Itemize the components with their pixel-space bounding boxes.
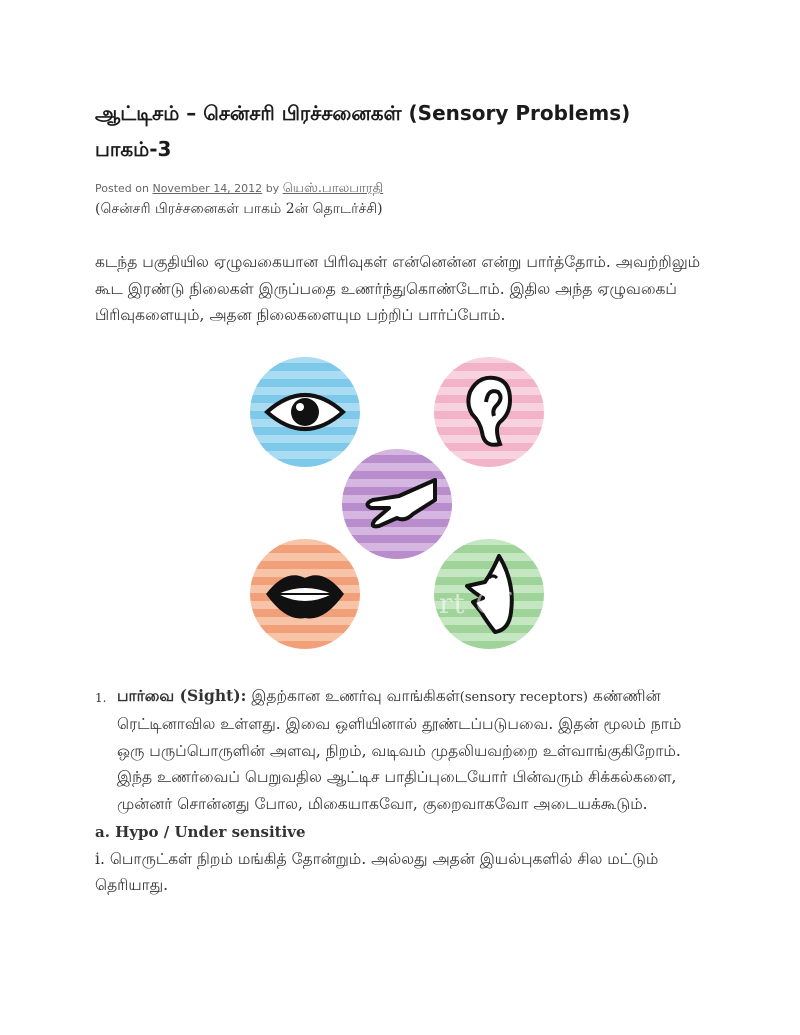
hand-circle [342, 449, 452, 559]
watermark: Clipart Of [360, 586, 511, 620]
continuation-note: (சென்சரி பிரச்சனைகள் பாகம் 2ன் தொடர்ச்சி) [95, 201, 383, 217]
meta-by: by [265, 182, 280, 195]
list-item-term: பார்வை (Sight): [117, 685, 247, 705]
senses-illustration [250, 357, 550, 657]
list-item [95, 683, 705, 818]
ear-circle [434, 357, 544, 467]
senses-list [95, 683, 705, 899]
eye-icon [263, 382, 347, 442]
post-title: ஆட்டிசம் – சென்சரி பிரச்சனைகள் (Sensory Problems) பாகம்-3 [95, 101, 631, 161]
ear-icon [464, 374, 514, 450]
eye-circle [250, 357, 360, 467]
intro-paragraph: கடந்த பகுதியில ஏழுவகையான பிரிவுகள் என்னென்ன என்று பார்த்தோம். அவற்றிலும் கூட இரண்டு நிலைகள் இருப்பதை உணர்ந்துகொண்டோம். இதில அந்த ஏழுவகைப் பிரிவுகளையும், அதன நிலைகளையும பற்றிப் பார்ப்போம். [95, 253, 701, 324]
mouth-icon [262, 566, 348, 622]
list-item-body [117, 683, 705, 818]
hand-icon [355, 474, 439, 534]
list-item-text-a: இதற்கான உணர்வு வாங்கிகள் [251, 686, 460, 705]
mouth-circle [250, 539, 360, 649]
sub-heading: a. Hypo / Under sensitive [95, 823, 306, 841]
sub-item-text: பொருட்கள் நிறம் மங்கித் தோன்றும். அல்லது அதன் இயல்புகளில் சில மட்டும் தெரியாது. [95, 849, 659, 894]
article [95, 95, 705, 899]
list-item-text-en: (sensory receptors) [459, 689, 588, 705]
sub-list-item [95, 846, 705, 899]
author-link[interactable]: யெஸ்.பாலபாரதி [282, 181, 384, 196]
list-item-number: 1. [95, 690, 107, 705]
list-item-text-b: கண்ணின் ரெட்டினாவில உள்ளது. இவை ஒளியினால் தூண்டப்படுபவை. இதன் மூலம் நாம் ஒரு பருப்பொருளின் அளவு, நிறம், வடிவம் முதலியவற்றை உள்வாங்குகிறோம். இந்த உணர்வைப் பெறுவதில ஆட்டிச பாதிப்புடையோர் பின்வரும் சிக்கல்களை, முன்னர் சொன்னது போல, மிகையாகவோ, குறைவாகவோ அடையக்கூடும். [117, 686, 682, 813]
post-date-link[interactable]: November 14, 2012 [152, 182, 263, 195]
sub-item-number: i. [95, 849, 105, 868]
post-meta [95, 181, 705, 197]
meta-prefix: Posted on [95, 182, 149, 195]
